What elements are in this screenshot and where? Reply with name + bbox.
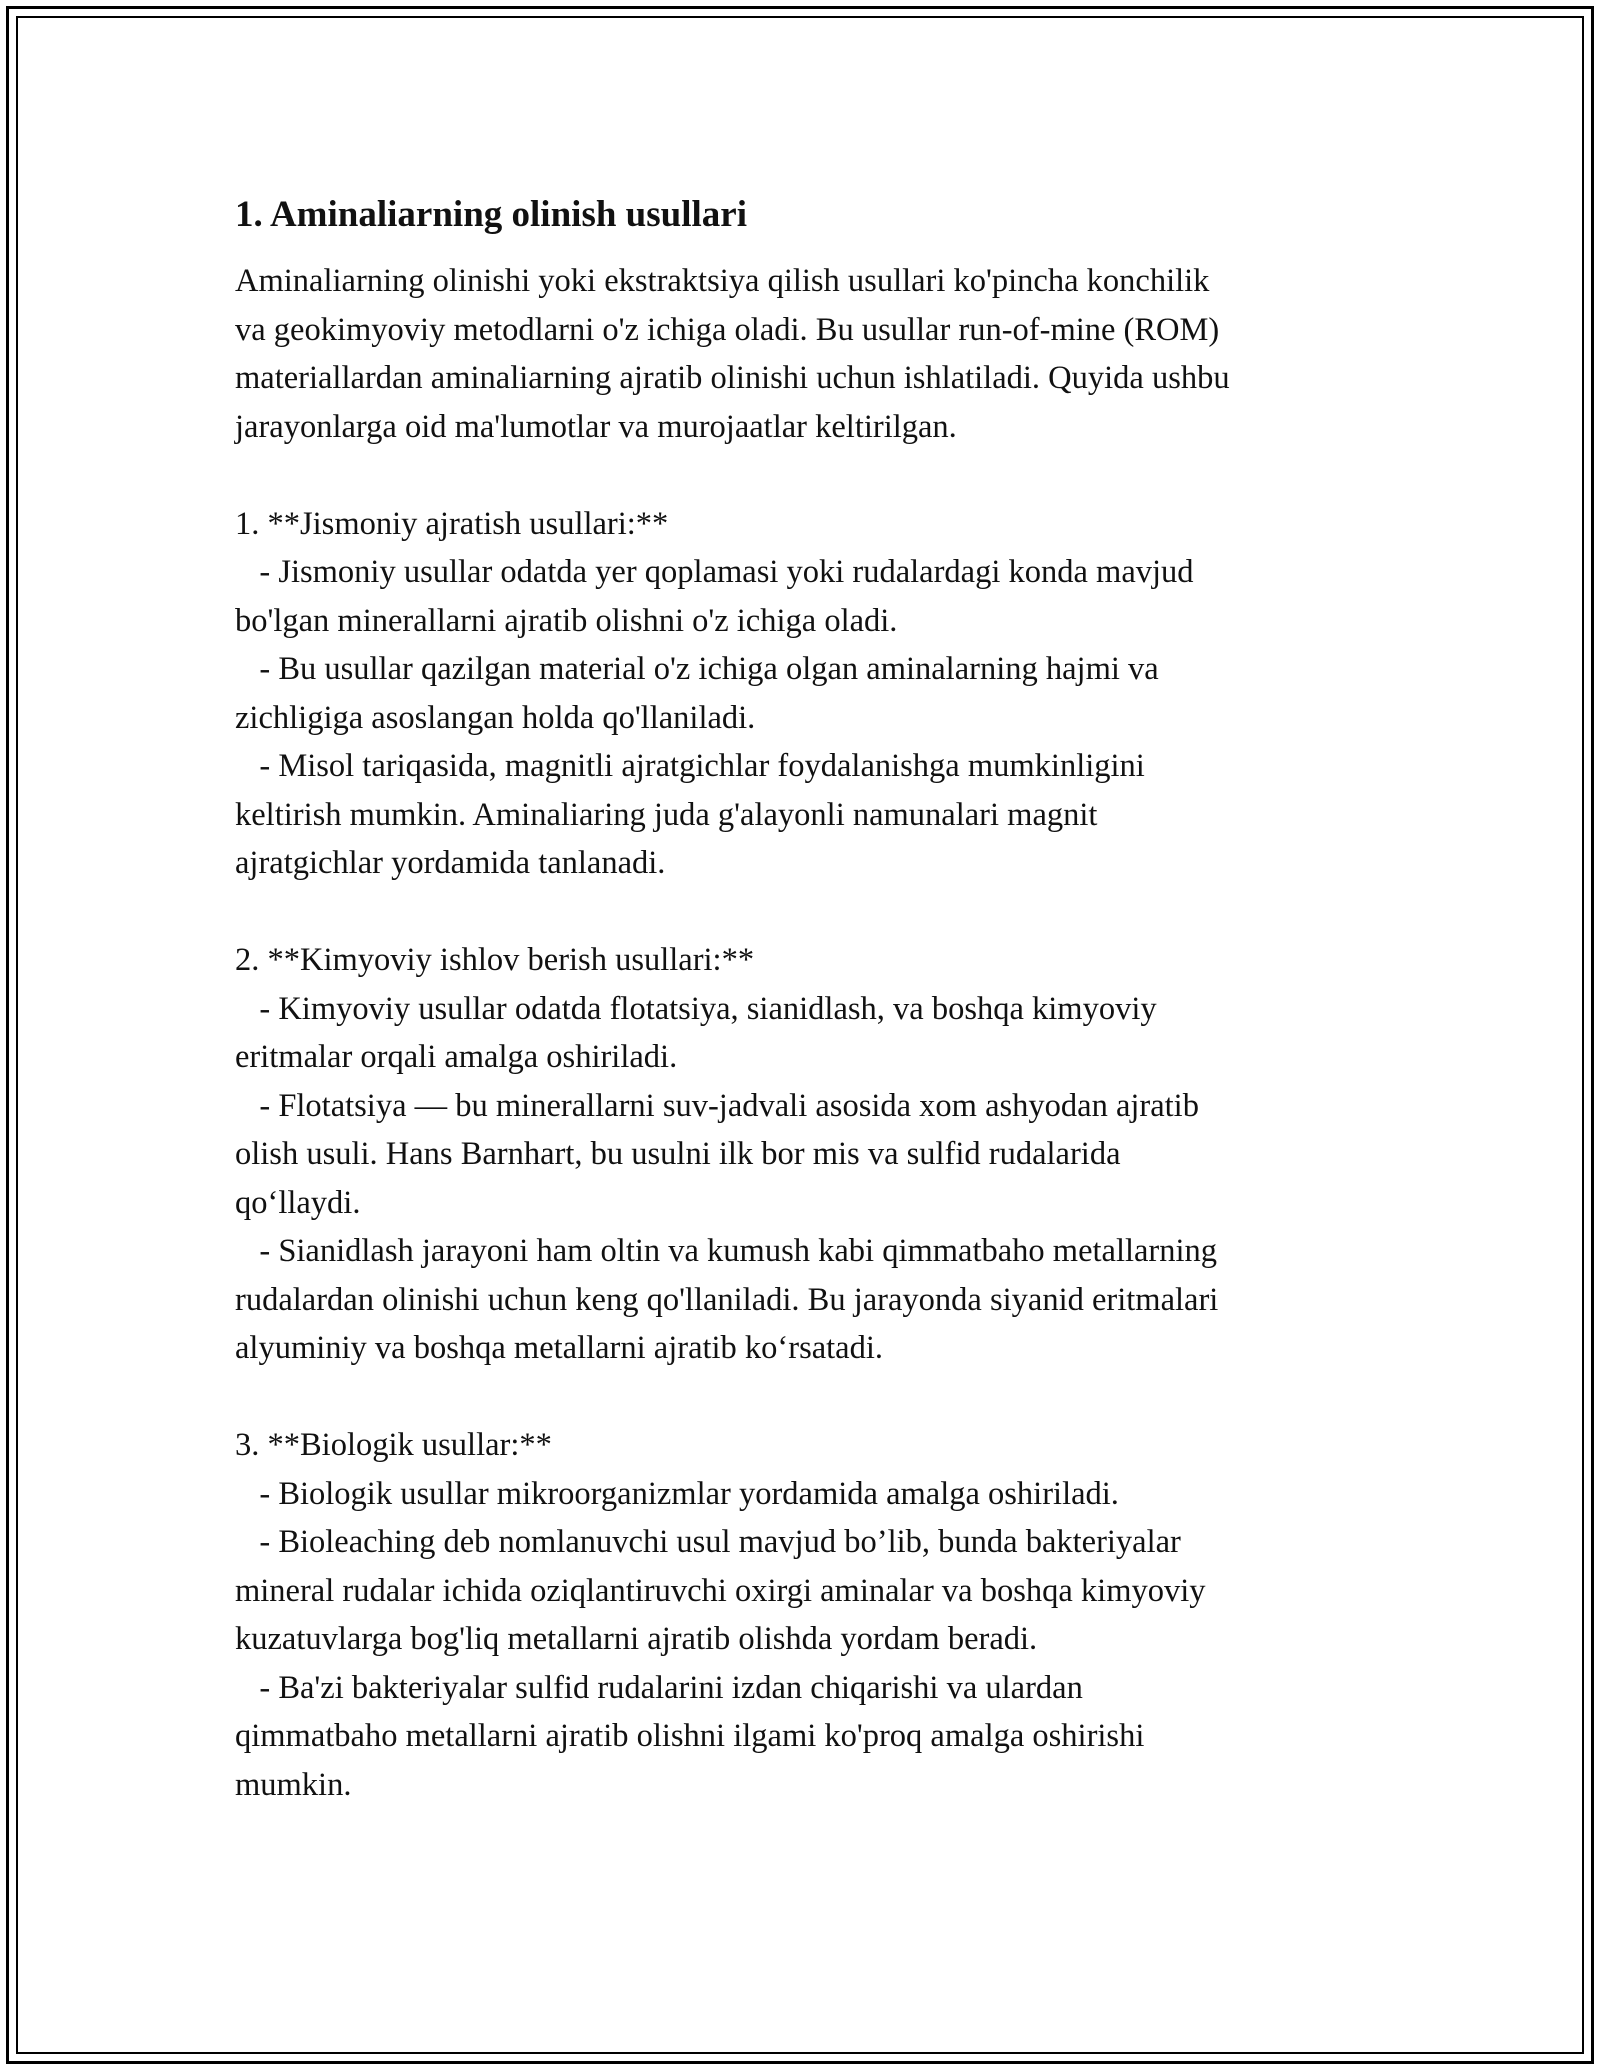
section-title: 2. **Kimyoviy ishlov berish usullari:**	[235, 942, 755, 978]
section-line: - Kimyoviy usullar odatda flotatsiya, sianidlash, va boshqa kimyoviy	[235, 990, 1157, 1027]
section-line: - Biologik usullar mikroorganizmlar yordamida amalga oshiriladi.	[235, 1475, 1119, 1512]
section-line: keltirish mumkin. Aminaliaring juda g'alayonli namunalari magnit	[235, 796, 1098, 833]
section-line: qo‘llaydi.	[235, 1184, 361, 1221]
section-title: 3. **Biologik usullar:**	[235, 1427, 552, 1463]
section-line: rudalardan olinishi uchun keng qo'llaniladi. Bu jarayonda siyanid eritmalari	[235, 1281, 1219, 1318]
section-line: - Bioleaching deb nomlanuvchi usul mavjud bo’lib, bunda bakteriyalar	[235, 1524, 1181, 1560]
section-chemical-methods	[235, 936, 1385, 1373]
section-line: qimmatbaho metallarni ajratib olishni ilgami ko'proq amalga oshirishi	[235, 1718, 1145, 1754]
intro-line: jarayonlarga oid ma'lumotlar va murojaatlar keltirilgan.	[235, 408, 957, 445]
section-title: 1. **Jismoniy ajratish usullari:**	[235, 505, 669, 542]
intro-line: materiallardan aminaliarning ajratib olinishi uchun ishlatiladi. Quyida ushbu	[235, 360, 1230, 396]
section-line: olish usuli. Hans Barnhart, bu usulni ilk bor mis va sulfid rudalarida	[235, 1136, 1121, 1172]
section-heading: 1. Aminaliarning olinish usullari	[235, 194, 747, 235]
intro-line: va geokimyoviy metodlarni o'z ichiga oladi. Bu usullar run-of-mine (ROM)	[235, 311, 1220, 348]
section-line: eritmalar orqali amalga oshiriladi.	[235, 1039, 678, 1075]
section-line: alyuminiy va boshqa metallarni ajratib ko‘rsatadi.	[235, 1330, 884, 1366]
section-biological-methods	[235, 1421, 1385, 1809]
section-physical-methods	[235, 500, 1385, 888]
section-line: kuzatuvlarga bog'liq metallarni ajratib olishda yordam beradi.	[235, 1621, 1038, 1657]
section-line: - Sianidlash jarayoni ham oltin va kumush kabi qimmatbaho metallarning	[235, 1233, 1218, 1269]
section-line: mineral rudalar ichida oziqlantiruvchi oxirgi aminalar va boshqa kimyoviy	[235, 1572, 1206, 1609]
section-line: zichligiga asoslangan holda qo'llaniladi.	[235, 699, 756, 736]
document-body	[235, 185, 1385, 1809]
section-line: - Jismoniy usullar odatda yer qoplamasi yoki rudalardagi konda mavjud	[235, 554, 1194, 590]
paragraph-gap	[235, 1373, 1385, 1422]
intro-paragraph	[235, 257, 1385, 451]
section-line: ajratgichlar yordamida tanlanadi.	[235, 845, 666, 881]
section-line: - Ba'zi bakteriyalar sulfid rudalarini izdan chiqarishi va ulardan	[235, 1669, 1083, 1706]
section-line: - Misol tariqasida, magnitli ajratgichlar foydalanishga mumkinligini	[235, 748, 1145, 784]
section-line: - Flotatsiya — bu minerallarni suv-jadvali asosida xom ashyodan ajratib	[235, 1087, 1199, 1124]
paragraph-gap	[235, 451, 1385, 500]
section-line: mumkin.	[235, 1766, 352, 1803]
paragraph-gap	[235, 888, 1385, 937]
section-line: - Bu usullar qazilgan material o'z ichiga olgan aminalarning hajmi va	[235, 651, 1159, 687]
section-line: bo'lgan minerallarni ajratib olishni o'z ichiga oladi.	[235, 602, 898, 639]
intro-line: Aminaliarning olinishi yoki ekstraktsiya qilish usullari ko'pincha konchilik	[235, 263, 1210, 299]
